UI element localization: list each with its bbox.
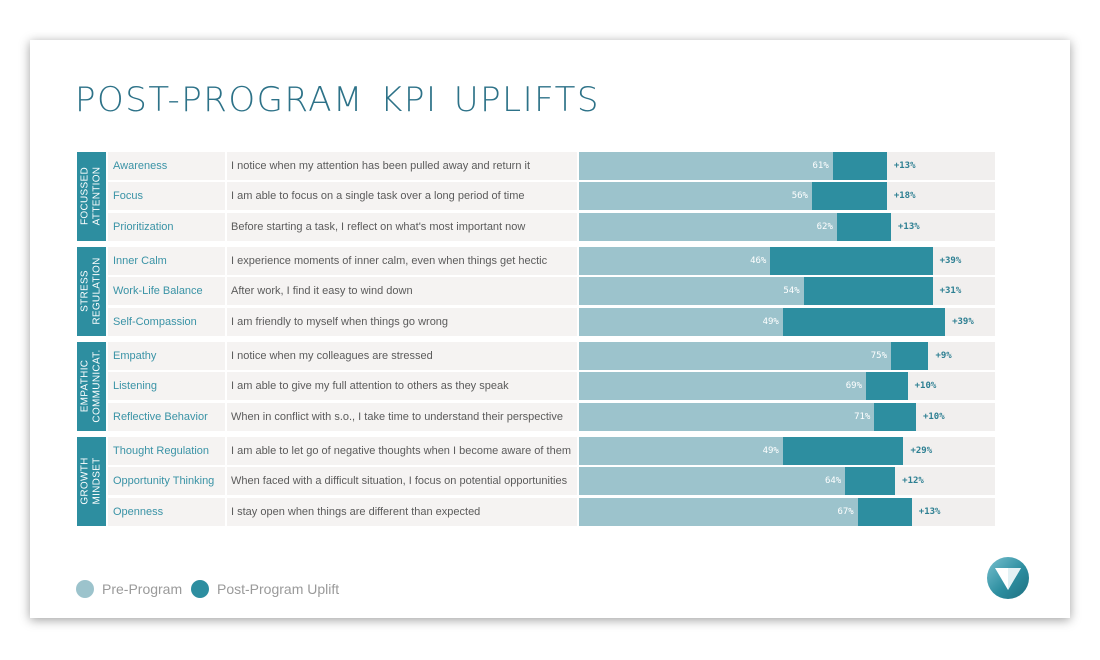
bar-uplift bbox=[812, 182, 887, 210]
bar-uplift bbox=[858, 498, 912, 526]
kpi-group bbox=[77, 247, 995, 336]
pre-value-label: 46% bbox=[750, 256, 767, 266]
table-row bbox=[108, 152, 995, 180]
kpi-statement: When in conflict with s.o., I take time to understand their perspective bbox=[227, 403, 577, 431]
pre-value-label: 49% bbox=[762, 316, 779, 327]
legend-item-pre bbox=[76, 580, 182, 598]
kpi-statement: I experience moments of inner calm, even when things get hectic bbox=[227, 247, 577, 275]
kpi-group bbox=[77, 342, 995, 431]
kpi-name: Prioritization bbox=[108, 213, 225, 241]
uplift-value-label: +9% bbox=[935, 351, 952, 361]
group-label bbox=[77, 247, 106, 336]
kpi-statement: I am able to give my full attention to others as they speak bbox=[227, 372, 577, 400]
kpi-name: Awareness bbox=[108, 152, 225, 180]
slide bbox=[30, 40, 1070, 618]
bar-uplift bbox=[891, 342, 928, 370]
kpi-name: Opportunity Thinking bbox=[108, 467, 225, 495]
table-row bbox=[108, 437, 995, 465]
legend-item-uplift bbox=[191, 580, 339, 598]
bar-uplift bbox=[783, 437, 904, 465]
uplift-value-label: +10% bbox=[914, 381, 937, 392]
uplift-value-label: +10% bbox=[922, 411, 945, 422]
bar-track bbox=[579, 152, 995, 180]
legend-label-uplift: Post-Program Uplift bbox=[217, 581, 340, 597]
bar-uplift bbox=[874, 403, 916, 431]
bar-uplift bbox=[770, 247, 932, 275]
pre-value-label: 61% bbox=[812, 161, 829, 171]
table-row bbox=[108, 403, 995, 431]
table-row bbox=[108, 308, 995, 336]
group-label-text: STRESS REGULATION bbox=[79, 257, 103, 325]
pre-value-label: 56% bbox=[791, 191, 808, 202]
table-row bbox=[108, 277, 995, 305]
bar-uplift bbox=[837, 213, 891, 241]
pre-value-label: 67% bbox=[837, 506, 854, 517]
uplift-value-label: +31% bbox=[939, 286, 962, 297]
uplift-value-label: +13% bbox=[918, 506, 941, 517]
kpi-name: Openness bbox=[108, 498, 225, 526]
bar-track bbox=[579, 342, 995, 370]
pre-value-label: 49% bbox=[762, 446, 779, 456]
group-label bbox=[77, 342, 106, 431]
kpi-statement: I am friendly to myself when things go wrong bbox=[227, 308, 577, 336]
bar-uplift bbox=[804, 277, 933, 305]
page-title: POST-PROGRAM KPI UPLIFTS bbox=[75, 80, 600, 120]
group-label-text: GROWTH MINDSET bbox=[79, 457, 103, 505]
bar-uplift bbox=[833, 152, 887, 180]
kpi-statement: Before starting a task, I reflect on what's most important now bbox=[227, 213, 577, 241]
kpi-statement: When faced with a difficult situation, I focus on potential opportunities bbox=[227, 467, 577, 495]
group-label bbox=[77, 152, 106, 241]
kpi-statement: I am able to let go of negative thoughts when I become aware of them bbox=[227, 437, 577, 465]
uplift-value-label: +13% bbox=[893, 161, 916, 171]
uplift-value-label: +39% bbox=[952, 316, 974, 327]
bar-track bbox=[579, 247, 995, 275]
kpi-name: Listening bbox=[108, 372, 225, 400]
kpi-name: Inner Calm bbox=[108, 247, 225, 275]
pre-value-label: 75% bbox=[870, 351, 887, 361]
pre-value-label: 64% bbox=[824, 476, 842, 487]
table-row bbox=[108, 372, 995, 400]
group-label-text: EMPATHIC COMMUNICAT. bbox=[79, 349, 103, 423]
kpi-name: Reflective Behavior bbox=[108, 403, 225, 431]
kpi-name: Self-Compassion bbox=[108, 308, 225, 336]
bar-track bbox=[579, 437, 995, 465]
bar-track bbox=[579, 277, 995, 305]
kpi-name: Thought Regulation bbox=[108, 437, 225, 465]
group-label-text: FOCUSSED ATTENTION bbox=[79, 166, 103, 226]
bar-track bbox=[579, 498, 995, 526]
kpi-statement: I notice when my attention has been pulled away and return it bbox=[227, 152, 577, 180]
triangle-logo-icon bbox=[986, 556, 1030, 600]
pre-value-label: 54% bbox=[783, 286, 800, 297]
uplift-value-label: +29% bbox=[910, 446, 933, 456]
uplift-value-label: +13% bbox=[898, 221, 920, 232]
pre-value-label: 62% bbox=[816, 221, 833, 232]
bar-uplift bbox=[866, 372, 908, 400]
group-label bbox=[77, 437, 106, 526]
table-row bbox=[108, 247, 995, 275]
pre-value-label: 69% bbox=[845, 381, 863, 392]
bar-track bbox=[579, 182, 995, 210]
table-row bbox=[108, 182, 995, 210]
kpi-statement: I notice when my colleagues are stressed bbox=[227, 342, 577, 370]
table-row bbox=[108, 467, 995, 495]
table-row bbox=[108, 498, 995, 526]
bar-track bbox=[579, 308, 995, 336]
kpi-name: Empathy bbox=[108, 342, 225, 370]
uplift-value-label: +39% bbox=[939, 256, 962, 266]
uplift-value-label: +18% bbox=[893, 191, 916, 202]
kpi-statement: I am able to focus on a single task over a long period of time bbox=[227, 182, 577, 210]
bar-track bbox=[579, 403, 995, 431]
kpi-statement: After work, I find it easy to wind down bbox=[227, 277, 577, 305]
bar-track bbox=[579, 372, 995, 400]
legend-swatch-pre bbox=[76, 580, 94, 598]
uplift-value-label: +12% bbox=[902, 476, 924, 487]
table-row bbox=[108, 342, 995, 370]
bar-track bbox=[579, 467, 995, 495]
table-row bbox=[108, 213, 995, 241]
pre-value-label: 71% bbox=[854, 411, 871, 422]
legend-swatch-uplift bbox=[191, 580, 209, 598]
bar-uplift bbox=[783, 308, 945, 336]
bar-track bbox=[579, 213, 995, 241]
kpi-statement: I stay open when things are different than expected bbox=[227, 498, 577, 526]
bar-uplift bbox=[845, 467, 895, 495]
bar-pre-program bbox=[579, 342, 891, 370]
kpi-group bbox=[77, 437, 995, 526]
kpi-name: Work-Life Balance bbox=[108, 277, 225, 305]
kpi-group bbox=[77, 152, 995, 241]
kpi-name: Focus bbox=[108, 182, 225, 210]
legend-label-pre: Pre-Program bbox=[102, 581, 183, 597]
